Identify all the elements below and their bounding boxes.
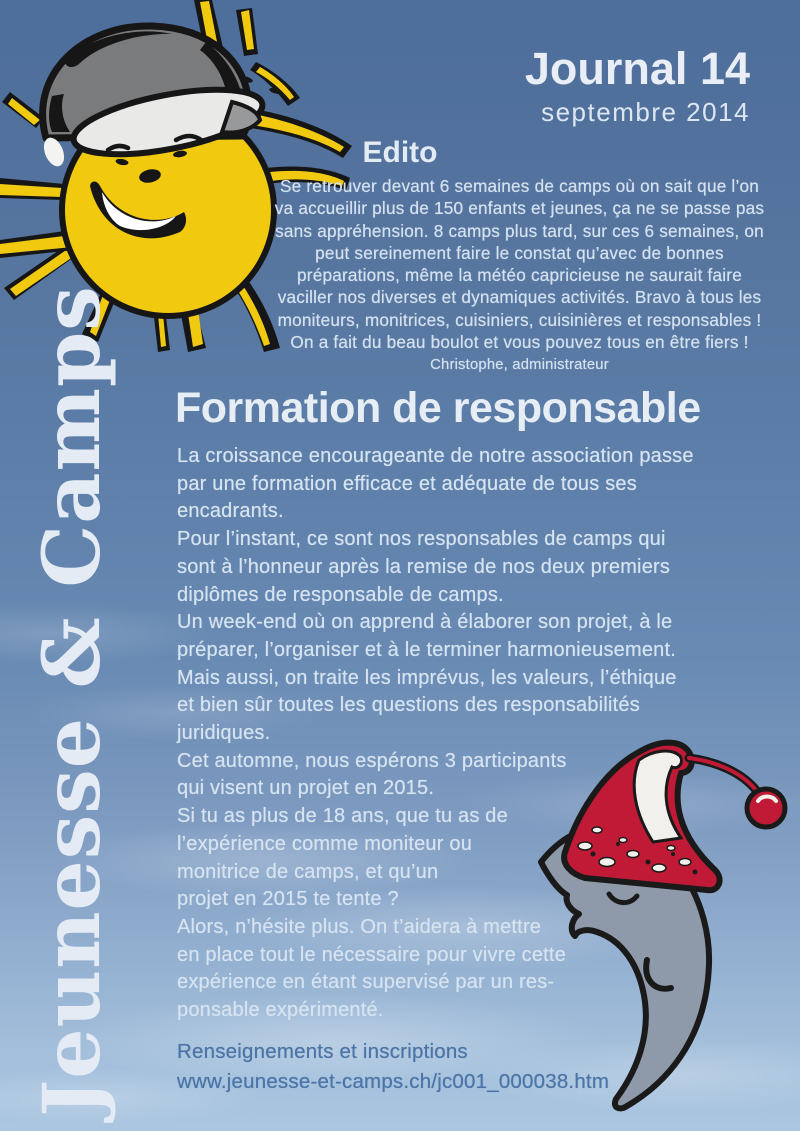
masthead [525, 44, 750, 128]
article-line: monitrice de camps, et qu’un [177, 860, 439, 883]
edito-line: moniteurs, monitrices, cuisiniers, cuisinières et responsables ! [277, 309, 762, 330]
article-line: en place tout le nécessaire pour vivre cette [177, 943, 567, 966]
article-line: encadrants. [177, 500, 284, 523]
edito-line: va accueillir plus de 150 enfants et jeunes, ça ne se passe pas [274, 198, 765, 219]
article-line: l’expérience comme moniteur ou [177, 832, 473, 855]
article-line: La croissance encourageante de notre association passe [177, 445, 694, 467]
article-line: projet en 2015 te tente ? [177, 888, 399, 911]
edito-paragraph [267, 175, 772, 377]
edito-line: peut sereinement faire le constat qu’avec de bonnes [315, 242, 724, 263]
journal-title: Journal 14 [524, 43, 750, 94]
moon-with-nightcap-illustration [523, 712, 800, 1112]
edito-line: sans appréhension. 8 camps plus tard, sur ces 6 semaines, on [275, 220, 764, 241]
article-line: par une formation efficace et adéquate de tous ses [177, 472, 637, 495]
edito-heading: Edito [362, 136, 438, 169]
article-line: et bien sûr toutes les questions des responsabilités [177, 694, 640, 717]
article-line: Un week-end où on apprend à élaborer son projet, à le [177, 611, 673, 634]
article-line: Cet automne, nous espérons 3 participants [177, 749, 567, 772]
article-line: sont à l’honneur après la remise de nos deux premiers [177, 555, 671, 578]
article-line: ponsable expérimenté. [177, 999, 384, 1022]
edito-line: Se retrouver devant 6 semaines de camps où on sait que l’on [279, 176, 759, 196]
edito-line: préparations, même la météo capricieuse ne saurait faire [297, 265, 742, 286]
brand-vertical-text: Jeunesse & Camps [25, 285, 118, 1117]
article-line: Alors, n’hésite plus. On t’aidera à mettre [177, 915, 542, 938]
journal-date: septembre 2014 [541, 96, 750, 127]
contact-url: www.jeunesse-et-camps.ch/jc001_000038.htm [177, 1070, 610, 1093]
article-line: Si tu as plus de 18 ans, que tu as de [177, 805, 508, 828]
article-line: expérience en étant supervisé par un res- [177, 971, 555, 994]
edito-line: On a fait du beau boulot et vous pouvez tous en être fiers ! [290, 332, 749, 353]
article-line: préparer, l’organiser et à le terminer harmonieusement. [177, 638, 677, 661]
edito-signature: Christophe, administrateur [430, 357, 609, 374]
article-line: Pour l’instant, ce sont nos responsables de camps qui [177, 528, 666, 551]
article-line: Mais aussi, on traite les imprévus, les valeurs, l’éthique [177, 666, 677, 689]
article-line: diplômes de responsable de camps. [177, 583, 504, 606]
article-heading: Formation de responsable [175, 384, 701, 432]
article-line: qui visent un projet en 2015. [177, 777, 435, 800]
article-line: juridiques. [177, 722, 271, 745]
edito-line: vaciller nos diverses et dynamiques activités. Bravo à tous les [277, 287, 762, 308]
contact-info: Renseignements et inscriptions [177, 1040, 468, 1063]
